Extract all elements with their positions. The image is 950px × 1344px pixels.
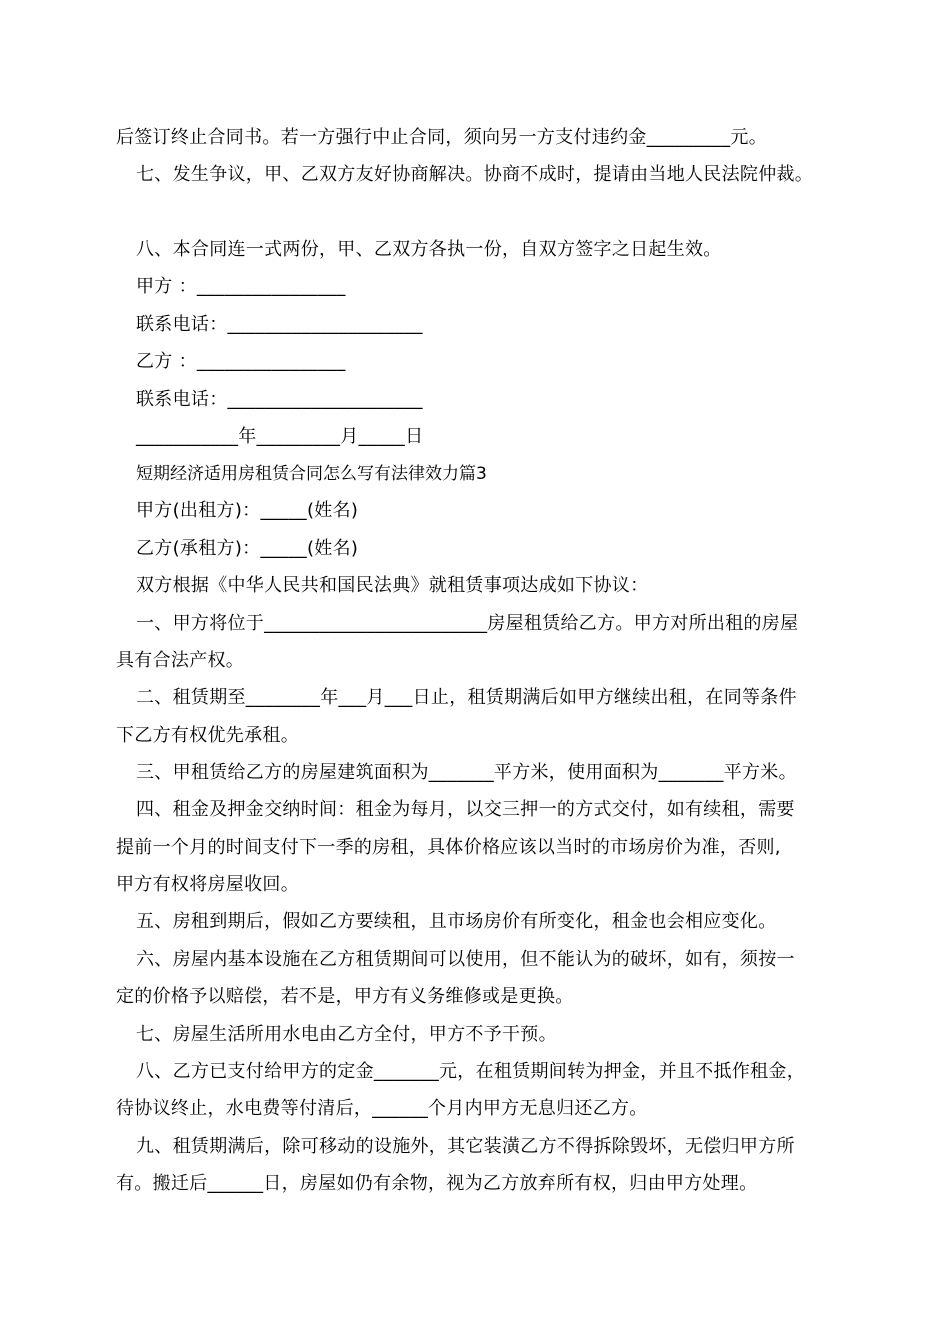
lessee-line: 乙方(承租方)：_____(姓名) [136,538,359,559]
phone-line: 联系电话：_____________________ [136,314,423,335]
party-a-line: 甲方 ：________________ [136,276,346,297]
paragraph-line: 二、租赁期至________年___月___日止，租赁期满后如甲方继续出租，在同等条件 [136,687,797,708]
paragraph-line: 八、乙方已支付给甲方的定金_______元，在租赁期间转为押金，并且不抵作租金， [136,1061,805,1082]
paragraph-line: 六、房屋内基本设施在乙方租赁期间可以使用，但不能认为的破坏，如有，须按一 [136,949,795,970]
lessor-line: 甲方(出租方)：_____(姓名) [136,500,359,521]
paragraph-line: 三、甲租赁给乙方的房屋建筑面积为_______平方米，使用面积为_______平方米。 [136,762,797,783]
party-b-line: 乙方 ：________________ [136,351,346,372]
paragraph-line: 后签订终止合同书。若一方强行中止合同，须向另一方支付违约金_________元。 [116,127,767,148]
phone-line: 联系电话：_____________________ [136,389,423,410]
paragraph-line: 八、本合同连一式两份，甲、乙双方各执一份，自双方签字之日起生效。 [136,239,722,260]
paragraph-line: 具有合法产权。 [116,650,245,671]
paragraph-line: 待协议终止，水电费等付清后，______个月内甲方无息归还乙方。 [116,1098,648,1119]
paragraph-line: 九、租赁期满后，除可移动的设施外，其它装潢乙方不得拆除毁坏，无偿归甲方所 [136,1136,795,1157]
paragraph-line: 甲方有权将房屋收回。 [116,874,299,895]
section-title: 短期经济适用房租赁合同怎么写有法律效力篇3 [136,464,487,484]
paragraph-line: 一、甲方将位于________________________房屋租赁给乙方。甲方对所出租的房屋 [136,613,799,634]
paragraph-line: 定的价格予以赔偿，若不是，甲方有义务维修或是更换。 [116,986,574,1007]
paragraph-line: 提前一个月的时间支付下一季的房租，具体价格应该以当时的市场房价为准，否则, [116,837,781,858]
paragraph-line: 五、房租到期后，假如乙方要续租，且市场房价有所变化，租金也会相应变化。 [136,911,777,932]
paragraph-line: 下乙方有权优先承租。 [116,725,299,746]
paragraph-line: 七、房屋生活所用水电由乙方全付，甲方不予干预。 [136,1024,557,1045]
paragraph-line: 双方根据《中华人民共和国民法典》就租赁事项达成如下协议： [136,575,649,596]
date-line: ___________年_________月_____日 [136,426,424,447]
paragraph-line: 四、租金及押金交纳时间：租金为每月，以交三押一的方式交付，如有续租，需要 [136,799,795,820]
paragraph-line: 有。搬迁后______日，房屋如仍有余物，视为乙方放弃所有权，归由甲方处理。 [116,1173,758,1194]
paragraph-line: 七、发生争议，甲、乙双方友好协商解决。协商不成时，提请由当地人民法院仲裁。 [136,164,814,185]
